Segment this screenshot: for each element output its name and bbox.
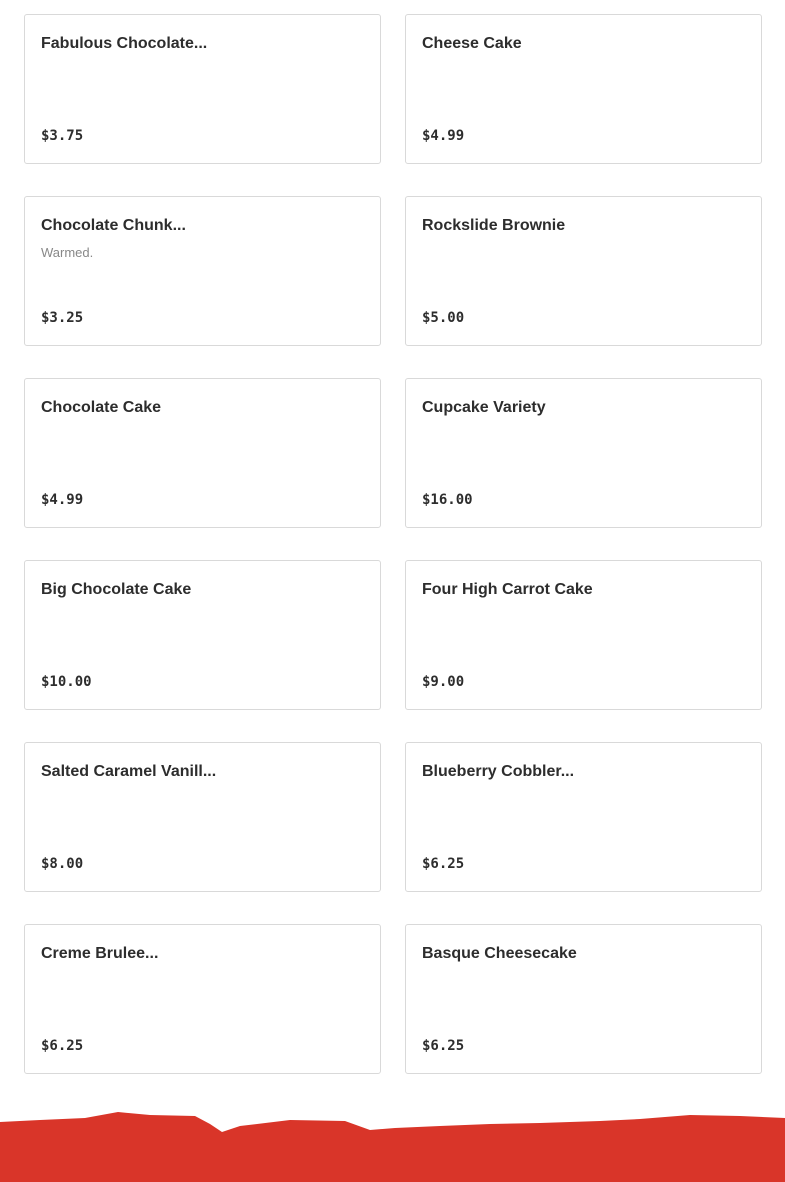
menu-item-card[interactable] bbox=[24, 924, 381, 1074]
item-name: Big Chocolate Cake bbox=[41, 581, 192, 598]
item-name: Chocolate Chunk... bbox=[41, 217, 186, 234]
item-name: Cheese Cake bbox=[422, 35, 522, 52]
item-name: Creme Brulee... bbox=[41, 945, 159, 962]
menu-item-card[interactable] bbox=[24, 14, 381, 164]
menu-item-card[interactable] bbox=[405, 14, 762, 164]
menu-item-card[interactable] bbox=[24, 378, 381, 528]
item-price: $4.99 bbox=[422, 128, 465, 144]
item-price: $4.99 bbox=[41, 492, 84, 508]
item-price: $3.25 bbox=[41, 310, 84, 326]
item-name: Four High Carrot Cake bbox=[422, 581, 593, 598]
footer-red-shape bbox=[0, 1112, 785, 1182]
item-name: Cupcake Variety bbox=[422, 399, 546, 416]
menu-item-card[interactable] bbox=[24, 196, 381, 346]
item-price: $6.25 bbox=[41, 1038, 84, 1054]
item-price: $5.00 bbox=[422, 310, 465, 326]
item-name: Fabulous Chocolate... bbox=[41, 35, 208, 52]
item-price: $16.00 bbox=[422, 492, 473, 508]
item-price: $6.25 bbox=[422, 856, 465, 872]
torn-edge-footer-band bbox=[0, 1106, 785, 1182]
menu-item-card[interactable] bbox=[405, 196, 762, 346]
item-name: Rockslide Brownie bbox=[422, 217, 566, 234]
item-name: Salted Caramel Vanill... bbox=[41, 763, 217, 780]
item-name: Chocolate Cake bbox=[41, 399, 162, 416]
item-name: Basque Cheesecake bbox=[422, 945, 577, 962]
menu-item-card[interactable] bbox=[24, 742, 381, 892]
item-price: $6.25 bbox=[422, 1038, 465, 1054]
menu-item-card[interactable] bbox=[405, 742, 762, 892]
menu-item-card[interactable] bbox=[405, 924, 762, 1074]
menu-item-card[interactable] bbox=[405, 560, 762, 710]
item-price: $3.75 bbox=[41, 128, 84, 144]
item-price: $10.00 bbox=[41, 674, 92, 690]
item-price: $9.00 bbox=[422, 674, 465, 690]
menu-item-card[interactable] bbox=[24, 560, 381, 710]
item-description: Warmed. bbox=[41, 245, 94, 260]
menu-item-card[interactable] bbox=[405, 378, 762, 528]
item-name: Blueberry Cobbler... bbox=[422, 763, 575, 780]
item-price: $8.00 bbox=[41, 856, 84, 872]
